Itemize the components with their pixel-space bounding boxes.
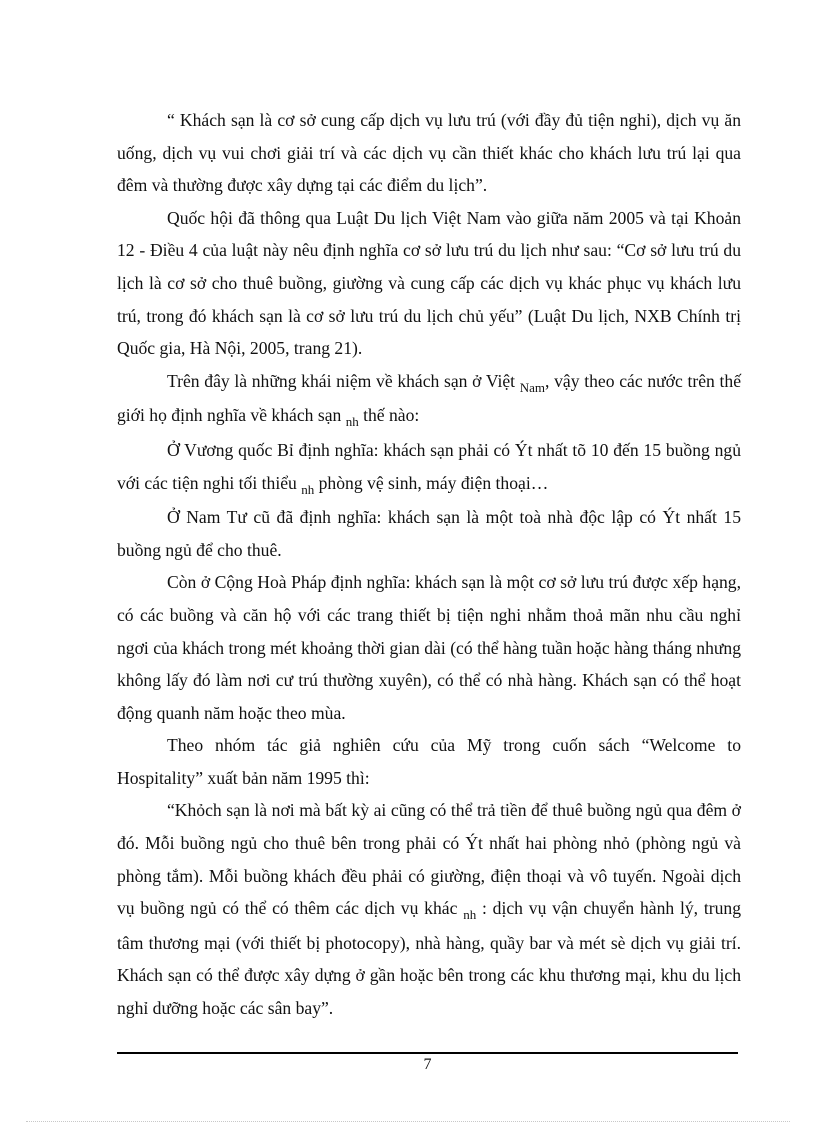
page-number: 7 <box>423 1056 432 1073</box>
text-run: : dịch vụ vận chuyển hành lý, trung tâm thương mại (với thiết bị photocopy), nhà hàng, quầy bar và mét sè dịch vụ giải trí. Khách sạn có thể được xây dựng ở gần hoặc bên trong các khu thương mại, khu du lịch nghỉ dưỡng hoặc các sân bay”. <box>117 898 741 1019</box>
paragraph-hotel-definition-quote: “ Khách sạn là cơ sở cung cấp dịch vụ lưu trú (với đầy đủ tiện nghi), dịch vụ ăn uống, dịch vụ vui chơi giải trí và các dịch vụ cần thiết khác cho khách lưu trú lại qua đêm và thường được xây dựng tại các điểm du lịch”. <box>117 110 741 196</box>
paragraph-tourism-law: Quốc hội đã thông qua Luật Du lịch Việt Nam vào giữa năm 2005 và tại Khoản 12 - Điều 4 của luật này nêu định nghĩa cơ sở lưu trú du lịch như sau: “Cơ sở lưu trú du lịch là cơ sở cho thuê buồng, giường và cung cấp các dịch vụ khác phục vụ khách lưu trú, trong đó khách sạn là cơ sở lưu trú du lịch chủ yếu” (Luật Du lịch, NXB Chính trị Quốc gia, Hà Nội, 2005, trang 21). <box>117 207 741 359</box>
paragraph-world-definitions-intro <box>117 365 741 434</box>
small-text-run: Nam <box>519 379 546 395</box>
paragraph-france-definition: Còn ở Cộng Hoà Pháp định nghĩa: khách sạn là một cơ sở lưu trú được xếp hạng, có các buồng và căn hộ với các trang thiết bị tiện nghi nhằm thoả mãn nhu cầu nghỉ ngơi của khách trong mét khoảng thời gian dài (có thể hàng tuần hoặc hàng tháng nhưng không lấy đó làm nơi cư trú thường xuyên), có thể có nhà hàng. Khách sạn có thể hoạt động quanh năm hoặc theo mùa. <box>117 572 741 723</box>
small-text-run: nh <box>345 414 359 430</box>
paragraph-us-authors-intro: Theo nhóm tác giả nghiên cứu của Mỹ trong cuốn sách “Welcome to Hospitality” xuất bản năm 1995 thì: <box>117 735 741 788</box>
small-text-run: nh <box>301 481 315 497</box>
page-bottom-border <box>26 1121 790 1122</box>
text-run: Ở Vương quốc Bỉ định nghĩa: khách sạn phải có Ýt nhất tõ 10 đến 15 buồng ngủ với các tiện nghi tối thiểu <box>117 439 741 493</box>
footer-divider <box>117 1052 738 1054</box>
text-run: thế nào: <box>358 405 420 426</box>
text-run: “Khỏch sạn là nơi mà bất kỳ ai cũng có thể trả tiền để thuê buồng ngủ qua đêm ở đó. Mỗi buồng ngủ cho thuê bên trong phải có Ýt nhất hai phòng nhỏ (phòng ngủ và phòng tắm). Mỗi buồng khách đều phải có giường, điện thoại và vô tuyến. Ngoài dịch vụ buồng ngủ có thể có thêm các dịch vụ khác <box>117 800 741 919</box>
paragraph-us-definition-quote <box>117 794 741 1024</box>
text-run: , vậy theo các nước trên thế giới họ định nghĩa về khách sạn <box>117 370 741 426</box>
body-text <box>117 104 741 1025</box>
paragraph-belgium-definition <box>117 434 741 501</box>
text-run: Trên đây là những khái niệm về khách sạn ở Việt <box>167 370 520 391</box>
small-text-run: nh <box>463 907 477 923</box>
paragraph-yugoslavia-definition: Ở Nam Tư cũ đã định nghĩa: khách sạn là một toà nhà độc lập có Ýt nhất 15 buồng ngủ để cho thuê. <box>117 507 741 560</box>
text-run: phòng vệ sinh, máy điện thoại… <box>314 472 549 493</box>
